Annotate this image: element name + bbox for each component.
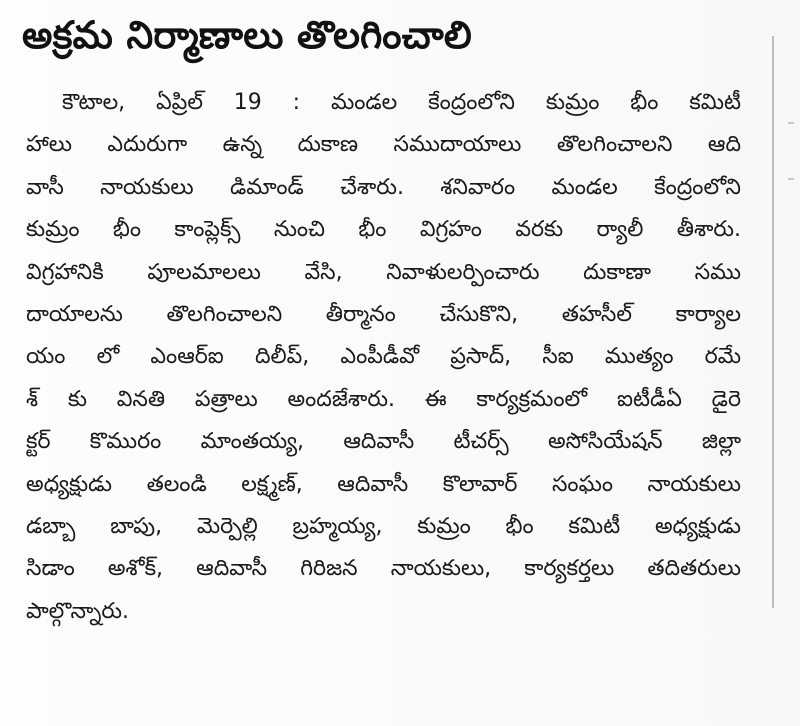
column-divider xyxy=(772,36,774,608)
adjacent-column-fragment xyxy=(788,178,794,180)
article-line: విగ్రహానికి పూలమాలలు వేసి, నివాళులర్పించారు దుకాణా సము xyxy=(26,259,741,285)
article-line: శ్ కు వినతి పత్రాలు అందజేశారు. ఈ కార్యక్రమంలో ఐటీడీఏ డైరె xyxy=(26,386,741,412)
article-line: క్టర్ కొమురం మాంతయ్య, ఆదివాసీ టీచర్స్ అసోసియేషన్ జిల్లా xyxy=(26,429,741,455)
article-line: సిడాం అశోక్, ఆదివాసీ గిరిజన నాయకులు, కార్యకర్తలు తదితరులు xyxy=(26,556,741,582)
article-line: కౌటాల, ఏప్రిల్ 19 : మండల కేంద్రంలోని కుమ్రం భీం కమిటీ xyxy=(62,90,741,115)
article-line: డబ్బా బాపు, మెర్పెల్లి బ్రహ్మయ్య, కుమ్రం భీం కమిటీ అధ్యక్షుడు xyxy=(26,513,741,539)
article-line: హాలు ఎదురుగా ఉన్న దుకాణ సముదాయాలు తొలగించాలని ఆది xyxy=(26,132,741,158)
article-line: అధ్యక్షుడు తలండి లక్ష్మణ్, ఆదివాసీ కొలావార్ సంఘం నాయకులు xyxy=(26,471,741,497)
article-body xyxy=(26,82,741,633)
adjacent-column-fragment xyxy=(788,122,794,124)
article-line: పాల్గొన్నారు. xyxy=(26,598,130,624)
article-line: వాసీ నాయకులు డిమాండ్ చేశారు. శనివారం మండల కేంద్రంలోని xyxy=(26,174,741,200)
article-line: కుమ్రం భీం కాంప్లెక్స్ నుంచి భీం విగ్రహం వరకు ర్యాలీ తీశారు. xyxy=(26,217,741,243)
article-line: దాయాలను తొలగించాలని తీర్మానం చేసుకొని, తహసీల్ కార్యాల xyxy=(26,301,741,327)
article-headline: అక్రమ నిర్మాణాలు తొలగించాలి xyxy=(22,13,472,57)
article-line: యం లో ఎంఆర్ఐ దిలీప్, ఎంపీడీవో ప్రసాద్, సీఐ ముత్యం రమే xyxy=(26,344,741,370)
